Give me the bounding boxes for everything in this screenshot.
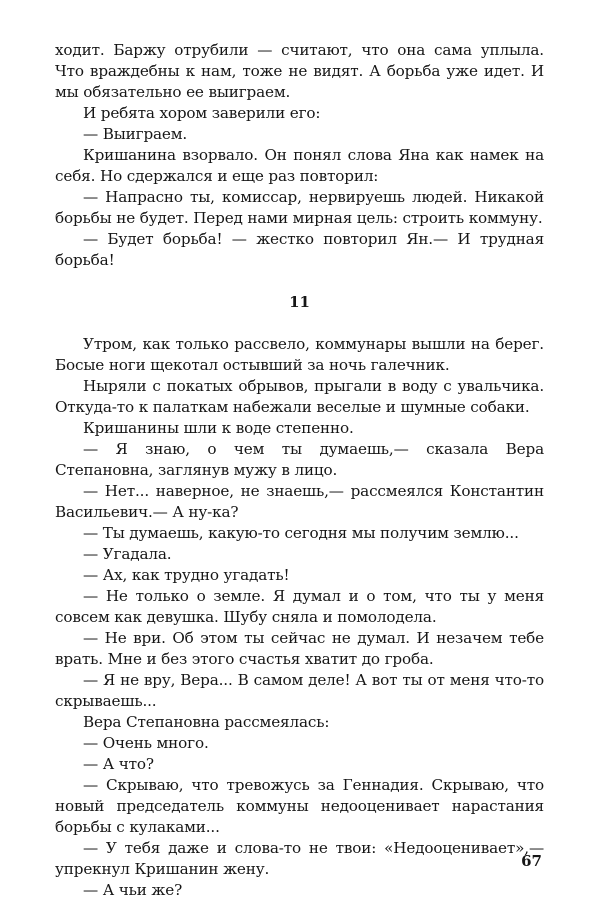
page-number: 67 <box>521 852 542 870</box>
paragraph: — Будет борьба! — жестко повторил Ян.— И трудная борьба! <box>55 230 544 269</box>
paragraph: — А чьи же? <box>83 881 183 899</box>
paragraph: Кришанина взорвало. Он понял слова Яна как намек на себя. Но сдержался и еще раз повторил: <box>55 146 544 185</box>
paragraph: Ныряли с покатых обрывов, прыгали в воду с увальчика. Откуда-то к палаткам набежали веселые и шумные собаки. <box>55 377 544 416</box>
text-block-chapter-11 <box>55 334 544 901</box>
paragraph: ходит. Баржу отрубили — считают, что она сама уплыла. Что враждебны к нам, тоже не видят. А борьба уже идет. И мы обязательно ее выиграем. <box>55 41 544 101</box>
paragraph: Утром, как только рассвело, коммунары вышли на берег. Босые ноги щекотал остывший за ночь галечник. <box>55 335 544 374</box>
paragraph: — Нет... наверное, не знаешь,— рассмеялся Константин Васильевич.— А ну-ка? <box>55 482 544 521</box>
paragraph: — Скрываю, что тревожусь за Геннадия. Скрываю, что новый председатель коммуны недооценивает нарастания борьбы с кулаками... <box>55 776 544 836</box>
paragraph: — Выиграем. <box>83 125 188 143</box>
paragraph: — Не ври. Об этом ты сейчас не думал. И незачем тебе врать. Мне и без этого счастья хватит до гроба. <box>55 629 544 668</box>
paragraph: — Я знаю, о чем ты думаешь,— сказала Вера Степановна, заглянув мужу в лицо. <box>55 440 544 479</box>
text-block-before-chapter <box>55 40 544 271</box>
paragraph: — А что? <box>83 755 154 773</box>
paragraph: Вера Степановна рассмеялась: <box>83 713 330 731</box>
paragraph: — Не только о земле. Я думал и о том, что ты у меня совсем как девушка. Шубу сняла и помолодела. <box>55 587 544 626</box>
paragraph: И ребята хором заверили его: <box>83 104 321 122</box>
paragraph: — Ах, как трудно угадать! <box>83 566 290 584</box>
chapter-number: 11 <box>289 293 310 311</box>
paragraph: — Я не вру, Вера... В самом деле! А вот ты от меня что-то скрываешь... <box>55 671 544 710</box>
paragraph: — Ты думаешь, какую-то сегодня мы получим землю... <box>83 524 519 542</box>
paragraph: — Угадала. <box>83 545 172 563</box>
paragraph: — У тебя даже и слова-то не твои: «Недооценивает»,— упрекнул Кришанин жену. <box>55 839 544 878</box>
paragraph: — Очень много. <box>83 734 209 752</box>
paragraph: — Напрасно ты, комиссар, нервируешь людей. Никакой борьбы не будет. Перед нами мирная цель: строить коммуну. <box>55 188 544 227</box>
book-page <box>55 40 544 901</box>
paragraph: Кришанины шли к воде степенно. <box>83 419 354 437</box>
